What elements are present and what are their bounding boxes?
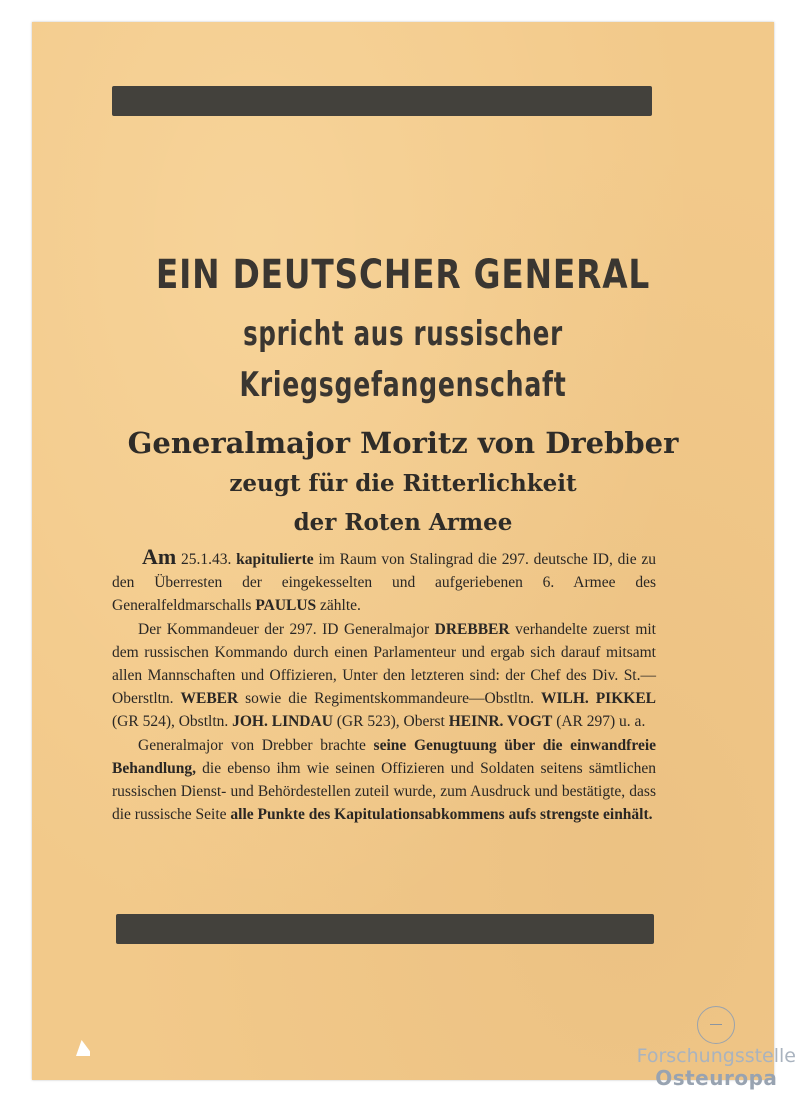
watermark-line-2: Osteuropa (655, 1066, 778, 1090)
p3-bold-b: seine Genugtuung über die einwandfreie Behandlung, (112, 737, 657, 778)
p2-bold-b: DREBBER (434, 621, 510, 639)
p1-text-a: 25.1.43. (176, 551, 237, 568)
p1-bold-d: PAULUS (255, 596, 317, 614)
p1-text-c: im Raum von Stalingrad die 297. deutsche ID, die zu den Überresten der eingekesselten und aufgeriebenen 6. Armee des Generalfeldmarschalls (112, 551, 656, 614)
paragraph-1 (112, 546, 656, 617)
p2-text-i: (GR 523), Oberst (332, 712, 449, 730)
p3-text-a: Generalmajor von Drebber brachte (138, 737, 374, 755)
p2-text-k: (AR 297) u. a. (552, 712, 646, 730)
subheadline-line-3: der Roten Armee (293, 509, 513, 536)
archive-watermark (637, 1045, 796, 1089)
paragraph-2 (112, 619, 656, 733)
p2-text-g: (GR 524), Obstltn. (112, 712, 233, 730)
headline-line-3: Kriegsgefangenschaft (239, 365, 567, 405)
body-text (112, 546, 656, 827)
subheadline-name: Generalmajor Moritz von Drebber (127, 426, 679, 460)
p1-text-e: zählte. (316, 596, 361, 614)
subheadline-line-2: zeugt für die Ritterlichkeit (229, 470, 577, 497)
p2-bold-h: JOH. LINDAU (232, 712, 333, 730)
p2-text-c: verhandelte zuerst mit dem russischen Kommando durch einen Parlamenteur und ergab sich darauf mitsamt allen Mannschaften und Offizieren, Unter den letzteren sind: der Chef des Div. St.—Oberstltn. (112, 621, 656, 707)
paragraph-3 (112, 735, 656, 826)
watermark-line-1: Forschungsstelle (636, 1045, 796, 1067)
bottom-black-bar (116, 914, 654, 944)
p2-bold-f: WILH. PIKKEL (540, 689, 656, 707)
p2-text-e: sowie die Regimentskommandeure—Obstltn. (238, 689, 541, 707)
p2-bold-j: HEINR. VOGT (448, 712, 553, 730)
p1-bold-b: kapitulierte (236, 551, 314, 568)
headline-line-2: spricht aus russischer (243, 314, 563, 354)
p3-text-c: die ebenso ihm wie seinen Offizieren und Soldaten seitens sämtlichen russischen Dienst- und Behördestellen zuteil wurde, zum Ausdruck und bestätigte, dass die russische Seite (112, 760, 656, 823)
headline-line-1: EIN DEUTSCHER GENERAL (155, 252, 651, 298)
p2-bold-d: WEBER (180, 689, 239, 707)
leaflet-sheet (32, 22, 774, 1080)
p2-text-a: Der Kommandeuer der 297. ID Generalmajor (138, 621, 435, 639)
archive-stamp-circle-icon (697, 1006, 735, 1044)
p3-bold-d: alle Punkte des Kapitulationsabkommens aufs strengste einhält. (230, 805, 653, 823)
top-black-bar (112, 86, 652, 116)
dropcap: Am (142, 544, 177, 569)
